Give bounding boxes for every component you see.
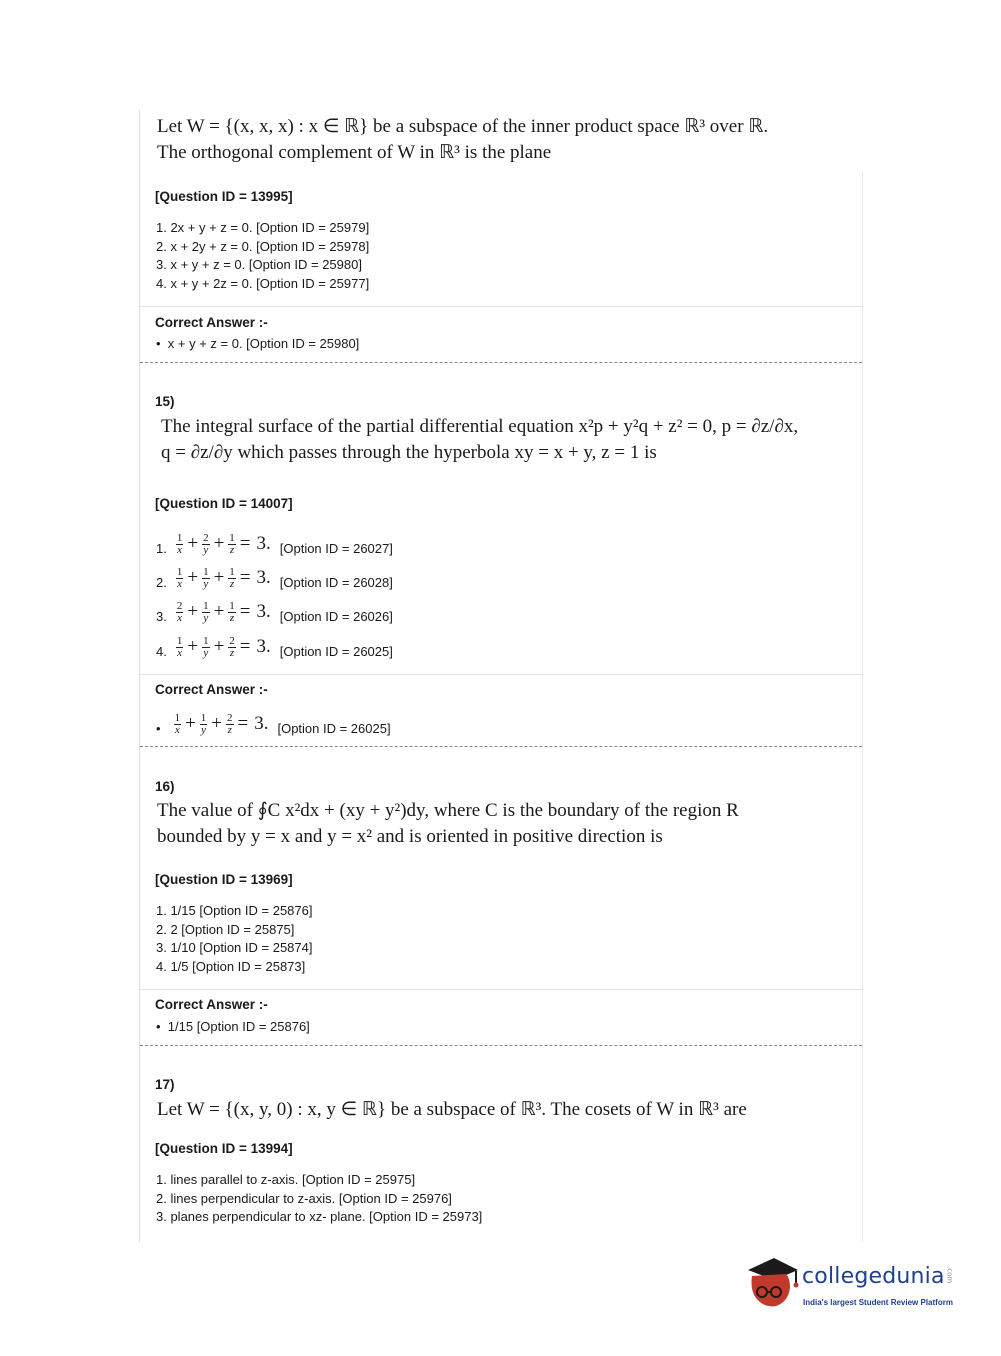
- q14-separator: [140, 362, 862, 363]
- q14-option-2: 2. x + 2y + z = 0. [Option ID = 25978]: [156, 238, 370, 254]
- q14-divider: [140, 306, 862, 307]
- q16-option-1: 1. 1/15 [Option ID = 25876]: [156, 903, 313, 918]
- q16-option-4: 4. 1/5 [Option ID = 25873]: [156, 958, 306, 974]
- q15-stem: [161, 414, 891, 466]
- left-border: [139, 110, 140, 1242]
- q17-stem-line1: Let W = {(x, y, 0) : x, y ∈ ℝ} be a subspace of ℝ³. The cosets of W in ℝ³ are: [157, 1099, 747, 1120]
- fraction: $\frac{1}{z}$: [229, 566, 235, 590]
- q14-stem: [157, 114, 887, 166]
- option-number: 3.: [156, 609, 167, 624]
- q14-stem-line1: Let W = {(x, x, x) : x ∈ ℝ} be a subspace of the inner product space ℝ³ over ℝ.: [157, 116, 769, 137]
- q14-option-4: 4. x + y + 2z = 0. [Option ID = 25977]: [156, 275, 370, 291]
- q16-stem-line1: The value of ∮C x²dx + (xy + y²)dy, where C is the boundary of the region R: [157, 800, 739, 821]
- q16-correct-text: 1/15 [Option ID = 25876]: [167, 1019, 310, 1034]
- q16-correct-label: Correct Answer :-: [155, 997, 268, 1012]
- mascot-icon: [740, 1250, 802, 1312]
- option-formula: $\frac{1}{x}$ + $\frac{2}{y}$ + $\frac{1}{z}$ = 3.: [176, 532, 271, 556]
- bullet-icon: •: [156, 1019, 168, 1034]
- q15-divider: [140, 674, 862, 675]
- q17-number: 17): [155, 1077, 175, 1092]
- fraction: $\frac{1}{y}$: [203, 635, 209, 659]
- fraction: $\frac{1}{y}$: [203, 600, 209, 624]
- q16-option-2: 2. 2 [Option ID = 25875]: [156, 921, 295, 937]
- q17-option-3: 3. planes perpendicular to xz- plane. [Option ID = 25973]: [156, 1209, 483, 1224]
- option-formula: $\frac{2}{x}$ + $\frac{1}{y}$ + $\frac{1}{z}$ = 3.: [176, 600, 271, 624]
- brand-name-row: [802, 1264, 954, 1289]
- fraction: $\frac{1}{x}$: [176, 566, 183, 590]
- q15-stem-line2: q = ∂z/∂y which passes through the hyperbola xy = x + y, z = 1 is: [161, 442, 657, 463]
- q14-option-3: 3. x + y + z = 0. [Option ID = 25980]: [156, 257, 362, 272]
- brand-name: collegedunia: [802, 1264, 945, 1289]
- q16-option-3: 3. 1/10 [Option ID = 25874]: [156, 940, 313, 955]
- q16-divider: [140, 989, 862, 990]
- option-id: [Option ID = 26028]: [279, 575, 393, 590]
- q15-stem-line1: The integral surface of the partial differential equation x²p + y²q + z² = 0, p = ∂z/∂x,: [161, 416, 799, 437]
- right-border: [862, 172, 863, 1242]
- fraction: $\frac{2}{x}$: [176, 600, 183, 624]
- q15-correct-label: Correct Answer :-: [155, 682, 268, 697]
- q14-question-id: [Question ID = 13995]: [155, 189, 293, 204]
- fraction: $\frac{1}{z}$: [229, 532, 235, 556]
- brand-tagline: India's largest Student Review Platform: [803, 1298, 953, 1307]
- brand-suffix: .com: [945, 1265, 954, 1283]
- q16-separator: [140, 1045, 862, 1046]
- q14-options: [156, 219, 369, 293]
- q15-option-4: [156, 627, 393, 659]
- q15-question-id: [Question ID = 14007]: [155, 496, 293, 511]
- q15-separator: [140, 746, 862, 747]
- option-formula: $\frac{1}{x}$ + $\frac{1}{y}$ + $\frac{1}{z}$ = 3.: [176, 566, 271, 590]
- q16-stem-line2: bounded by y = x and y = x² and is oriented in positive direction is: [157, 826, 663, 847]
- q17-options: [156, 1171, 482, 1227]
- q17-option-1: 1. lines parallel to z-axis. [Option ID = 25975]: [156, 1172, 416, 1187]
- fraction: $\frac{1}{x}$: [174, 712, 181, 736]
- fraction: $\frac{1}{x}$: [176, 635, 183, 659]
- q17-option-2: 2. lines perpendicular to z-axis. [Option ID = 25976]: [156, 1190, 452, 1206]
- q15-option-3: [156, 592, 393, 624]
- fraction: $\frac{2}{y}$: [203, 532, 209, 556]
- option-number: 4.: [156, 644, 167, 659]
- q14-correct-answer: [156, 336, 359, 351]
- q15-correct-formula: $\frac{1}{x}$ + $\frac{1}{y}$ + $\frac{2}{z}$ = 3.: [174, 712, 269, 736]
- q16-options: [156, 902, 312, 976]
- option-number: 1.: [156, 541, 167, 556]
- bullet-icon: •: [156, 721, 161, 736]
- fraction: $\frac{1}{x}$: [176, 532, 183, 556]
- q15-number: 15): [155, 394, 175, 409]
- q14-stem-line2: The orthogonal complement of W in ℝ³ is the plane: [157, 142, 552, 163]
- brand-logo[interactable]: [740, 1250, 970, 1320]
- fraction: $\frac{1}{y}$: [200, 712, 207, 736]
- fraction: $\frac{1}{y}$: [203, 566, 209, 590]
- option-number: 2.: [156, 575, 167, 590]
- fraction: $\frac{2}{z}$: [227, 712, 233, 736]
- option-id: [Option ID = 26027]: [279, 541, 393, 556]
- fraction: $\frac{2}{z}$: [229, 635, 235, 659]
- q15-correct-id: [Option ID = 26025]: [277, 721, 391, 736]
- option-id: [Option ID = 26025]: [279, 644, 393, 659]
- q14-correct-text: x + y + z = 0. [Option ID = 25980]: [167, 336, 360, 351]
- q16-correct-answer: [156, 1019, 310, 1034]
- q17-stem: [157, 1097, 887, 1123]
- q15-option-2: [156, 558, 393, 590]
- q15-correct-answer: [156, 704, 391, 736]
- fraction: $\frac{1}{z}$: [229, 600, 235, 624]
- q16-stem: [157, 798, 887, 850]
- q14-correct-label: Correct Answer :-: [155, 315, 268, 330]
- q17-question-id: [Question ID = 13994]: [155, 1141, 293, 1156]
- q16-number: 16): [155, 779, 175, 794]
- q14-option-1: 1. 2x + y + z = 0. [Option ID = 25979]: [156, 220, 370, 235]
- bullet-icon: •: [156, 336, 168, 351]
- option-formula: $\frac{1}{x}$ + $\frac{1}{y}$ + $\frac{2}{z}$ = 3.: [176, 635, 271, 659]
- q15-option-1: [156, 524, 393, 556]
- option-id: [Option ID = 26026]: [279, 609, 393, 624]
- q16-question-id: [Question ID = 13969]: [155, 872, 293, 887]
